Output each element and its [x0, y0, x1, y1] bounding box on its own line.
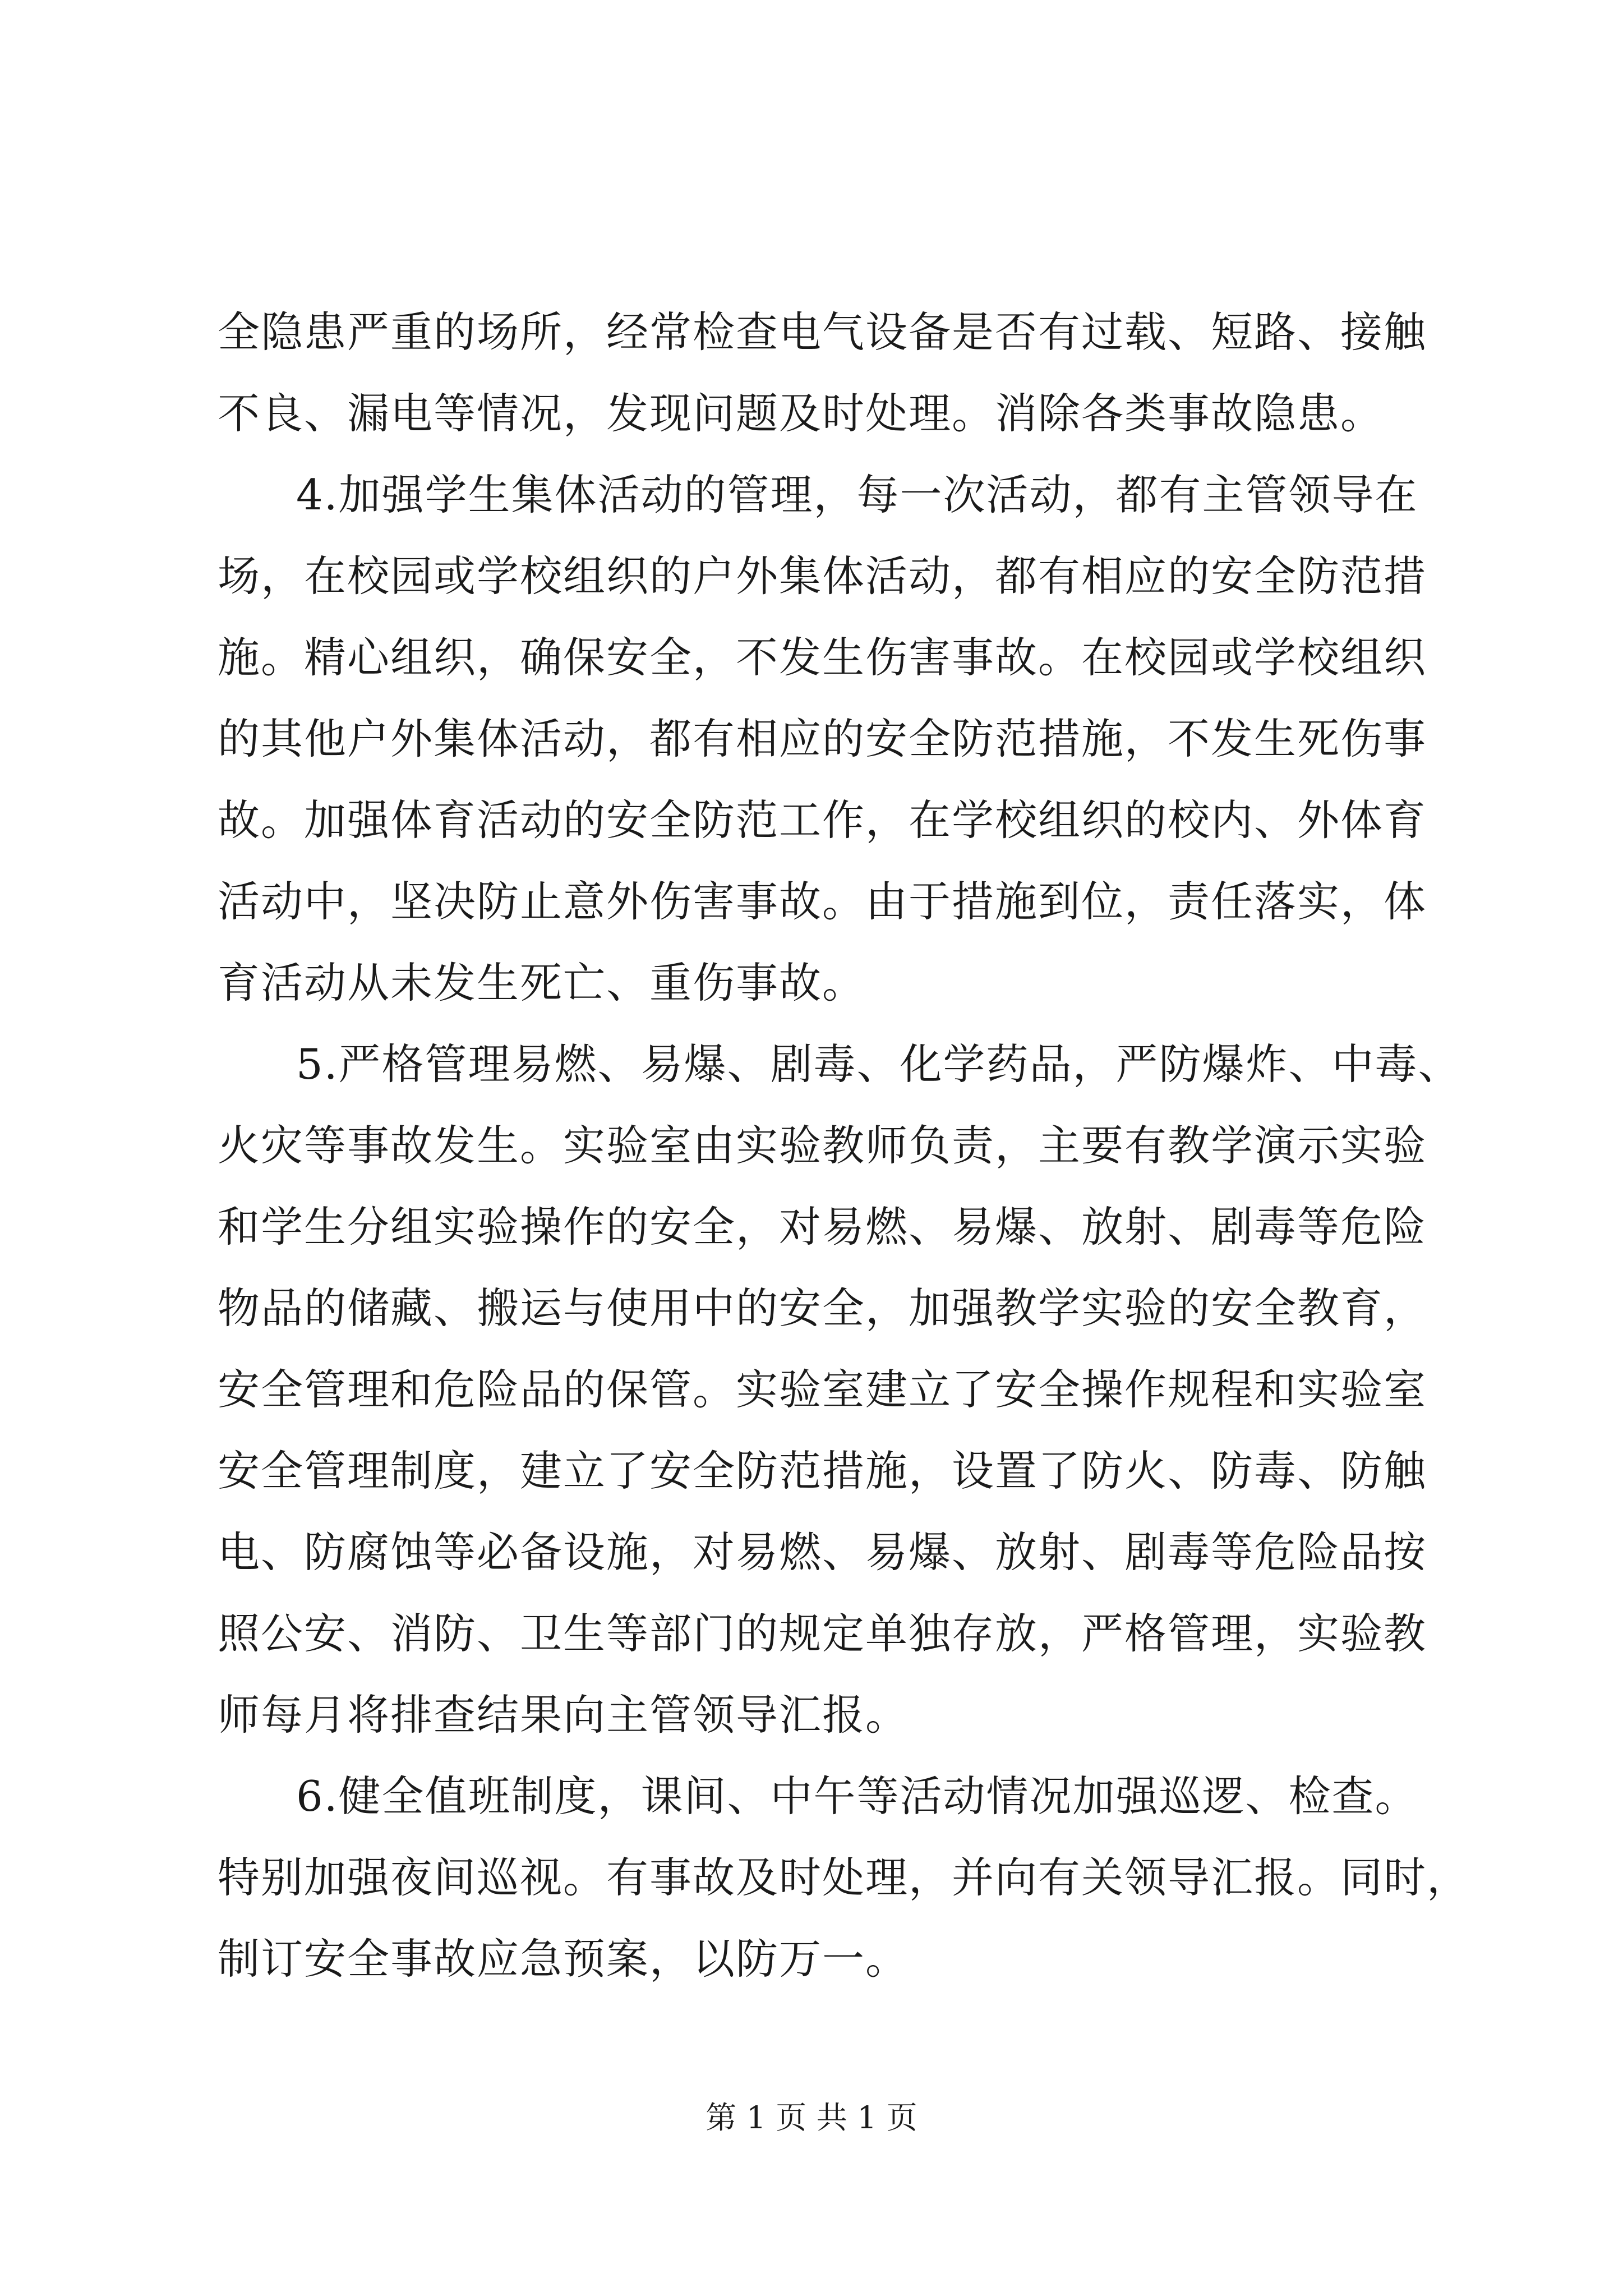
- body-line: 电、防腐蚀等必备设施，对易燃、易爆、放射、剧毒等危险品按: [218, 1527, 1427, 1577]
- body-line: 活动中，坚决防止意外伤害事故。由于措施到位，责任落实，体: [218, 877, 1427, 926]
- body-line: 制订安全事故应急预案，以防万一。: [218, 1934, 909, 1984]
- body-line: 和学生分组实验操作的安全，对易燃、易爆、放射、剧毒等危险: [218, 1202, 1427, 1251]
- document-body: [218, 292, 1470, 2000]
- body-line: 火灾等事故发生。实验室由实验教师负责，主要有教学演示实验: [218, 1121, 1427, 1170]
- body-line: 师每月将排查结果向主管领导汇报。: [218, 1690, 909, 1740]
- body-line: 不良、漏电等情况，发现问题及时处理。消除各类事故隐患。: [218, 389, 1384, 438]
- body-line: 特别加强夜间巡视。有事故及时处理，并向有关领导汇报。同时，: [218, 1853, 1470, 1902]
- page-footer: [0, 2098, 1623, 2137]
- paragraph-6-first-line: 6.健全值班制度，课间、中午等活动情况加强巡逻、检查。: [296, 1772, 1418, 1821]
- body-line: 育活动从未发生死亡、重伤事故。: [218, 958, 866, 1007]
- body-line: 安全管理制度，建立了安全防范措施，设置了防火、防毒、防触: [218, 1446, 1427, 1496]
- page-number-label: 第 1 页 共 1 页: [706, 2100, 917, 2136]
- body-line: 安全管理和危险品的保管。实验室建立了安全操作规程和实验室: [218, 1365, 1427, 1414]
- body-line: 故。加强体育活动的安全防范工作，在学校组织的校内、外体育: [218, 795, 1427, 845]
- paragraph-4-first-line: 4.加强学生集体活动的管理，每一次活动，都有主管领导在: [296, 470, 1418, 519]
- body-line: 施。精心组织，确保安全，不发生伤害事故。在校园或学校组织: [218, 633, 1427, 682]
- body-line: 的其他户外集体活动，都有相应的安全防范措施，不发生死伤事: [218, 714, 1427, 763]
- paragraph-5-first-line: 5.严格管理易燃、易爆、剧毒、化学药品，严防爆炸、中毒、: [296, 1039, 1461, 1089]
- body-line: 全隐患严重的场所，经常检查电气设备是否有过载、短路、接触: [218, 307, 1427, 357]
- body-line: 物品的储藏、搬运与使用中的安全，加强教学实验的安全教育，: [218, 1283, 1427, 1333]
- body-line: 场，在校园或学校组织的户外集体活动，都有相应的安全防范措: [218, 551, 1427, 601]
- body-line: 照公安、消防、卫生等部门的规定单独存放，严格管理，实验教: [218, 1609, 1427, 1658]
